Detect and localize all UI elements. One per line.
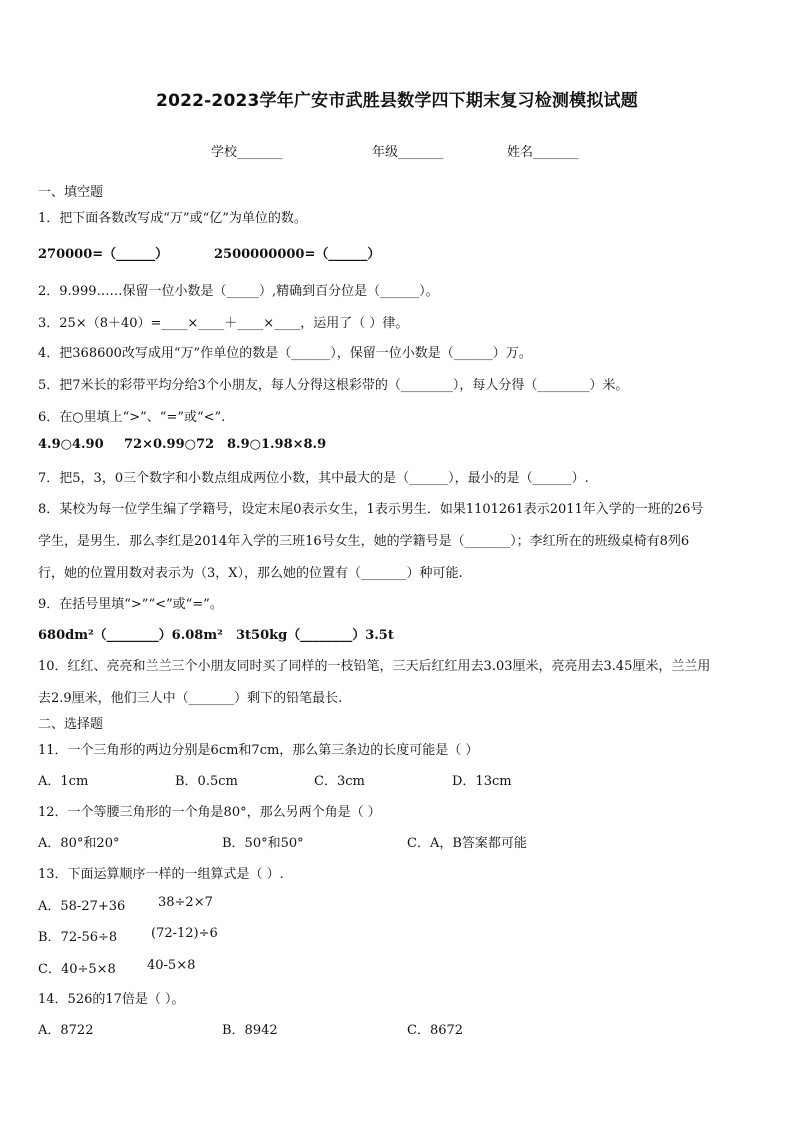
question-8-line-1: 8．某校为每一位学生编了学籍号，设定末尾0表示女生，1表示男生．如果1101261表示2011年入学的一班的26号 [38,502,704,517]
question-6-b: 72×0.99○72 [124,437,215,452]
question-1-b: 2500000000=（______） [214,247,381,262]
question-13-option-a-expr: 38÷2×7 [158,895,213,910]
question-9: 9．在括号里填“>”“<”或“=”。 [38,597,223,612]
question-8-line-3: 行，她的位置用数对表示为（3，X），那么她的位置有（_______）种可能. [38,566,463,581]
question-9-b: 3t50kg（________）3.5t [236,628,394,643]
name-field: 姓名_______ [507,145,579,160]
question-14-option-a: A．8722 [38,1023,94,1038]
question-10-line-2: 去2.9厘米，他们三人中（_______）剩下的铅笔最长. [38,691,343,706]
question-14: 14．526的17倍是（ ）。 [38,992,185,1007]
question-6: 6．在○里填上“>”、“=”或“<”. [38,410,226,425]
question-6-c: 8.9○1.98×8.9 [227,437,327,452]
question-13-option-c-expr: 40-5×8 [147,958,196,973]
question-8-line-2: 学生，是男生．那么李红是2014年入学的三班16号女生，她的学籍号是（_______）；李红所在的班级桌椅有8列6 [38,534,690,549]
question-12: 12．一个等腰三角形的一个角是80°，那么另两个角是（ ） [38,805,381,820]
question-11-option-d: D．13cm [452,774,512,789]
question-13-option-c-label: C．40÷5×8 [38,962,116,977]
question-11-option-b: B．0.5cm [175,774,238,789]
question-1: 1．把下面各数改写成“万”或“亿”为单位的数。 [38,211,307,226]
grade-field: 年级_______ [372,145,444,160]
question-10-line-1: 10．红红、亮亮和兰兰三个小朋友同时买了同样的一枝铅笔，三天后红红用去3.03厘米，亮亮用去3.45厘米，兰兰用 [38,659,711,674]
question-11: 11．一个三角形的两边分别是6cm和7cm，那么第三条边的长度可能是（ ） [38,743,479,758]
school-field: 学校_______ [211,145,283,160]
question-5: 5．把7米长的彩带平均分给3个小朋友，每人分得这根彩带的（________），每人分得（________）米。 [38,378,629,393]
question-12-option-c: C．A，B答案都可能 [407,836,527,851]
question-13-option-b-label: B．72-56÷8 [38,930,118,945]
question-12-option-b: B．50°和50° [222,836,304,851]
question-4: 4．把368600改写成用“万”作单位的数是（______），保留一位小数是（______）万。 [38,346,532,361]
section-choice: 二、选择题 [38,717,104,732]
question-1-a: 270000=（______） [38,247,169,262]
page-title: 2022-2023学年广安市武胜县数学四下期末复习检测模拟试题 [156,91,638,111]
question-14-option-c: C．8672 [407,1023,464,1038]
question-13-option-a-label: A．58-27+36 [38,899,126,914]
question-12-option-a: A．80°和20° [38,836,120,851]
question-14-option-b: B．8942 [222,1023,278,1038]
question-9-a: 680dm²（________）6.08m² [38,628,223,643]
question-11-option-c: C．3cm [314,774,365,789]
question-13: 13．下面运算顺序一样的一组算式是（ ）. [38,867,284,882]
question-13-option-b-expr: (72-12)÷6 [151,926,218,941]
question-7: 7．把5，3，0三个数字和小数点组成两位小数，其中最大的是（______），最小的是（______）. [38,471,589,486]
question-11-option-a: A．1cm [38,774,89,789]
section-fill-blank: 一、填空题 [38,185,104,200]
question-2: 2．9.999……保留一位小数是（_____）,精确到百分位是（______）。 [38,284,439,299]
question-6-a: 4.9○4.90 [38,437,104,452]
question-3: 3．25×（8＋40）=____×____＋____×____，运用了（ ）律。 [38,316,409,331]
